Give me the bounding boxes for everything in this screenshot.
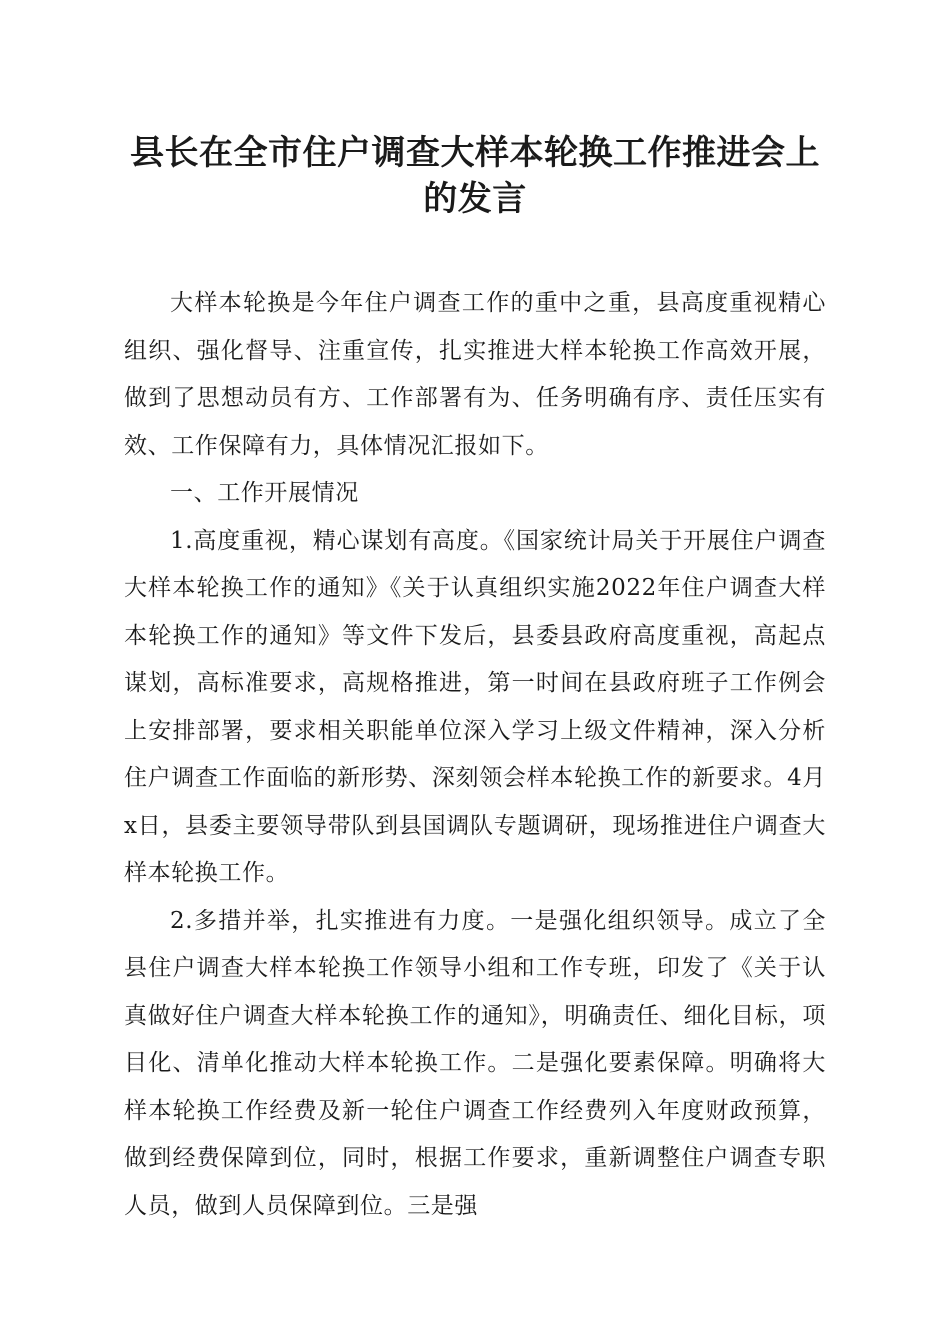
intro-paragraph: 大样本轮换是今年住户调查工作的重中之重，县高度重视精心组织、强化督导、注重宣传，扎实推进大样本轮换工作高效开展，做到了思想动员有方、工作部署有为、任务明确有序、责任压实有效、工作保障有力，具体情况汇报如下。: [124, 290, 826, 459]
section-heading: 一、工作开展情况: [170, 480, 359, 506]
title-line-1: 县长在全市住户调查大样本轮换工作推进会上: [130, 133, 820, 173]
title-line-2: 的发言: [423, 179, 527, 219]
item-2-paragraph: 2.多措并举，扎实推进有力度。一是强化组织领导。成立了全县住户调查大样本轮换工作领导小组和工作专班，印发了《关于认真做好住户调查大样本轮换工作的通知》，明确责任、细化目标，项目化、清单化推动大样本轮换工作。二是强化要素保障。明确将大样本轮换工作经费及新一轮住户调查工作经费列入年度财政预算，做到经费保障到位，同时，根据工作要求，重新调整住户调查专职人员，做到人员保障到位。三是强: [124, 907, 826, 1219]
item-1-paragraph: 1.高度重视，精心谋划有高度。《国家统计局关于开展住户调查大样本轮换工作的通知》《关于认真组织实施2022年住户调查大样本轮换工作的通知》等文件下发后，县委县政府高度重视，高起点谋划，高标准要求，高规格推进，第一时间在县政府班子工作例会上安排部署，要求相关职能单位深入学习上级文件精神，深入分析住户调查工作面临的新形势、深刻领会样本轮换工作的新要求。4月x日，县委主要领导带队到县国调队专题调研，现场推进住户调查大样本轮换工作。: [124, 527, 826, 886]
document-title: [124, 130, 826, 222]
